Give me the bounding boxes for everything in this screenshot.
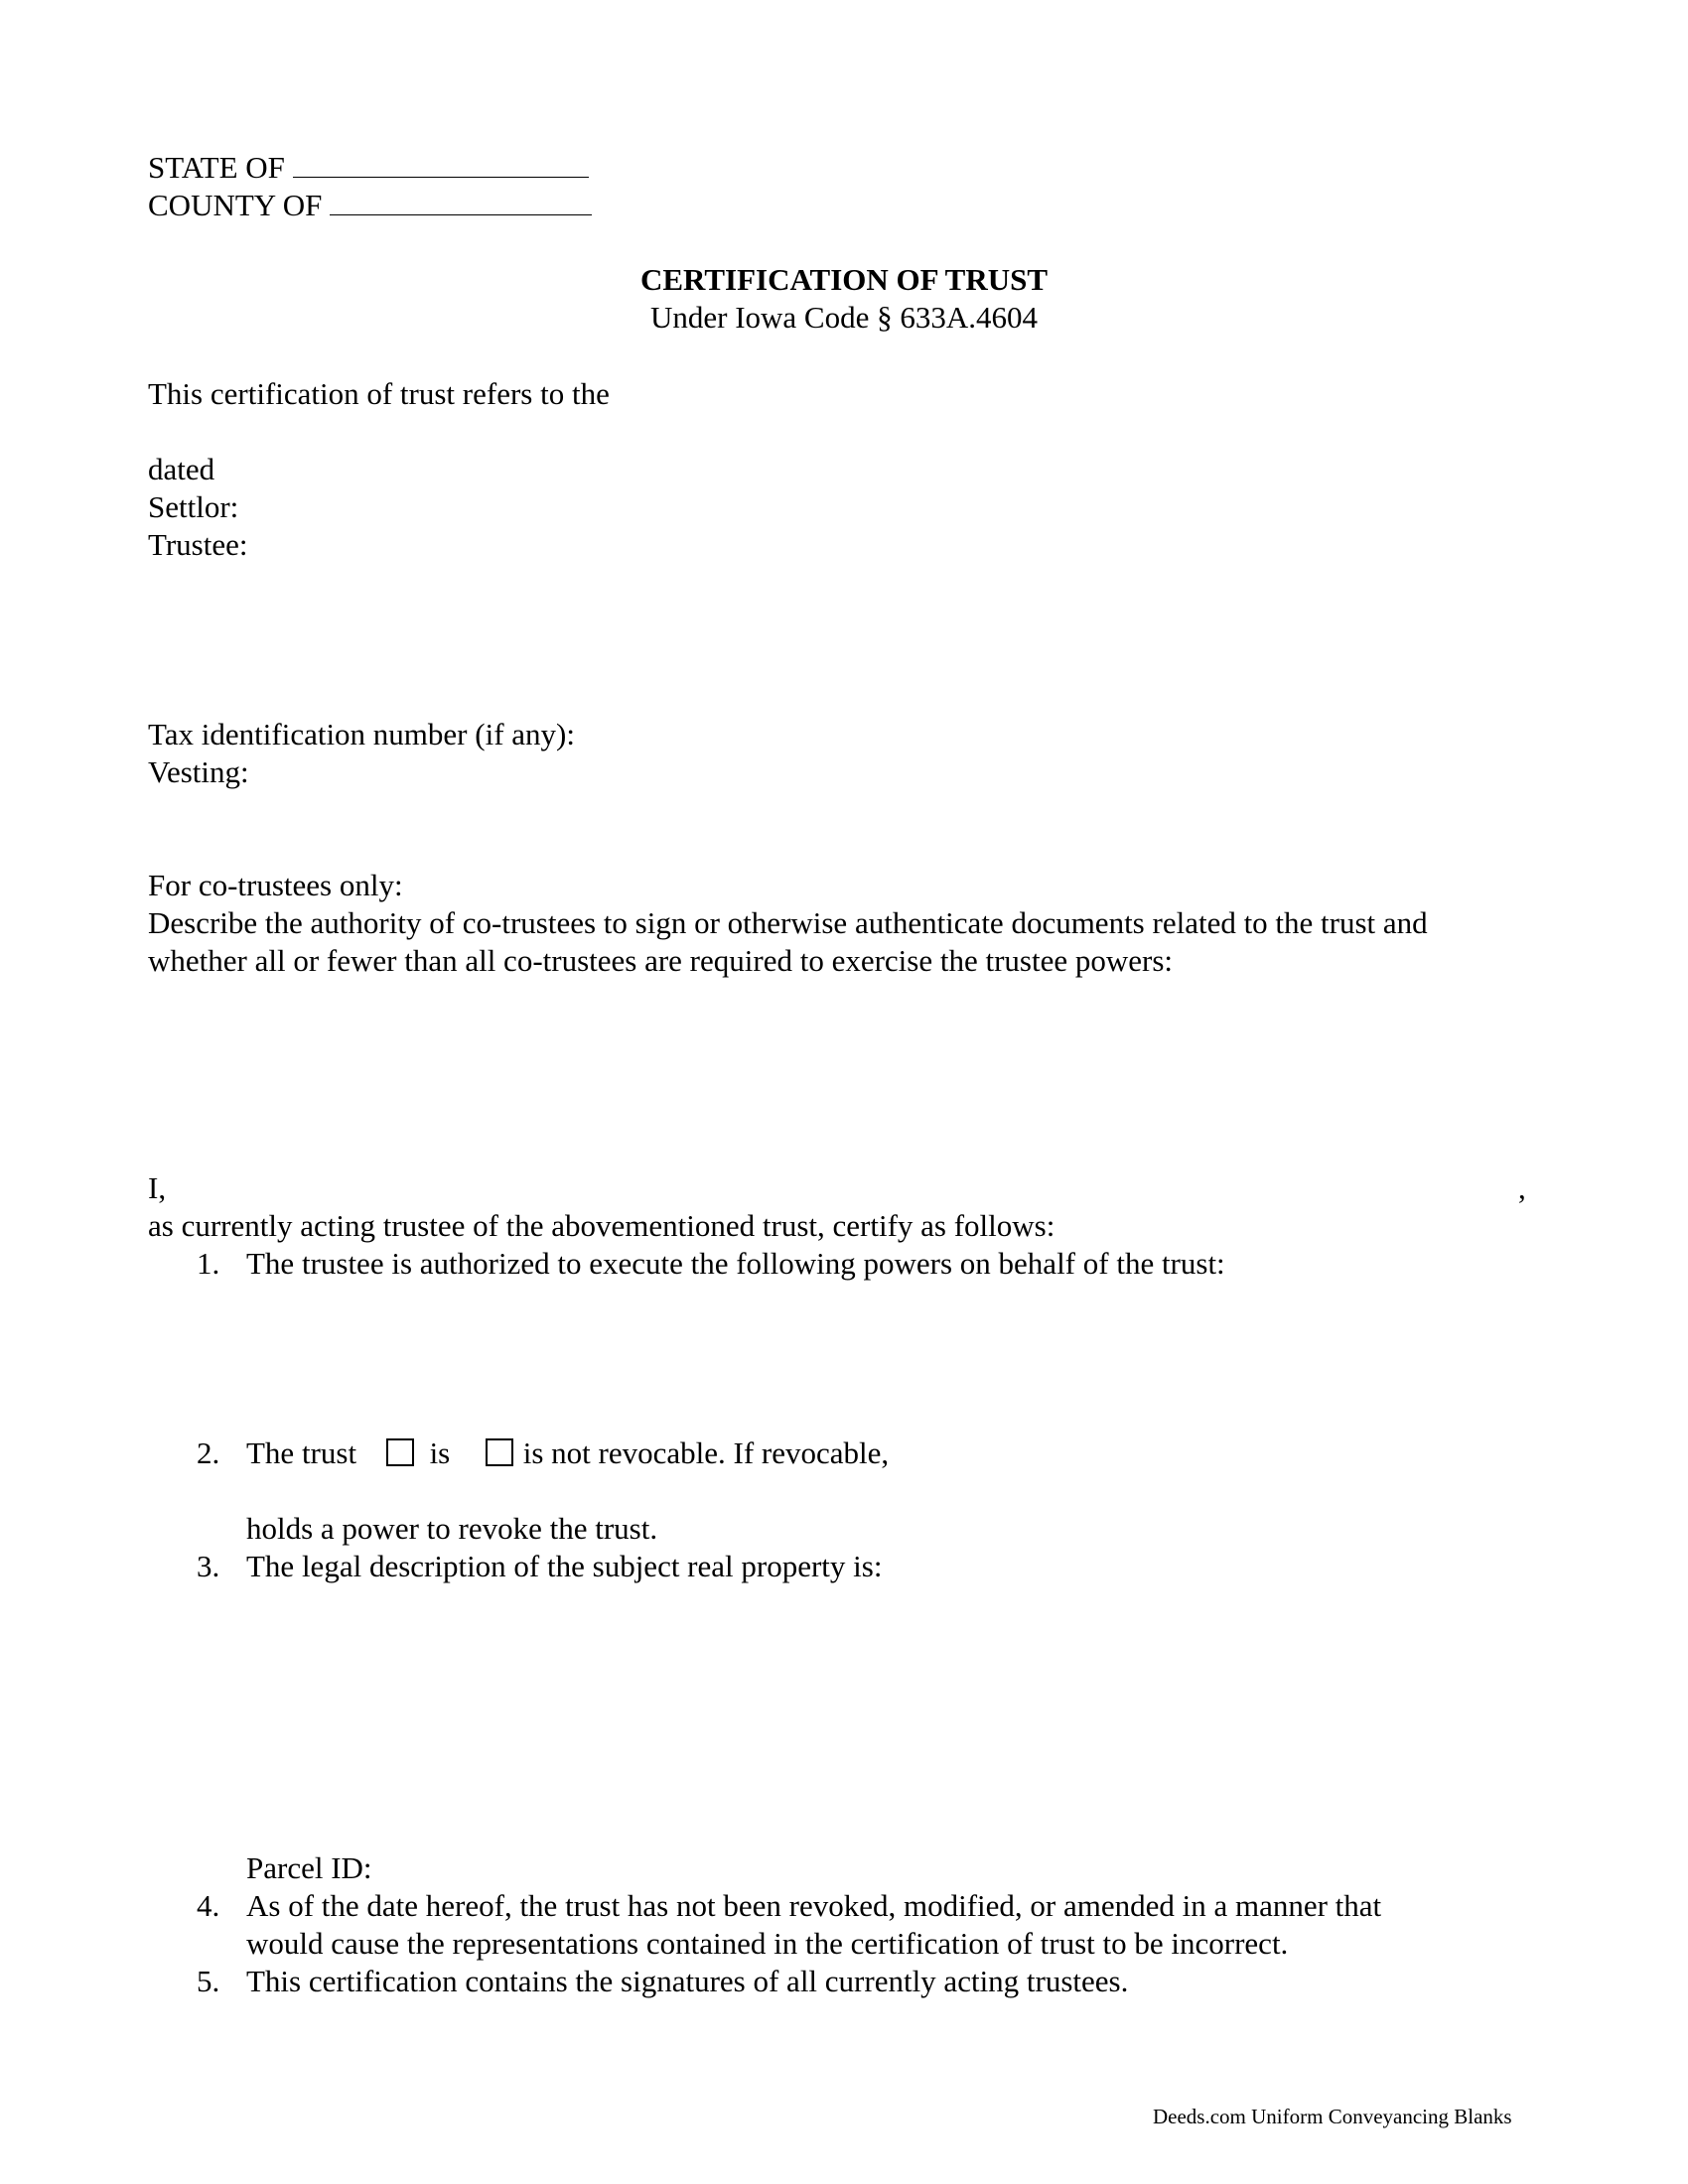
vesting-label: Vesting:: [148, 754, 249, 789]
item-2-number: 2.: [197, 1435, 220, 1470]
cotrustees-line-2: whether all or fewer than all co-trustees are required to exercise the trustee powers:: [148, 943, 1174, 978]
i-label: I,: [148, 1170, 167, 1205]
item-4-line-2: would cause the representations contained in the certification of trust to be incorrect.: [246, 1926, 1289, 1961]
item-5-number: 5.: [197, 1964, 220, 1998]
county-line: [148, 187, 592, 224]
name-comma: ,: [1518, 1170, 1526, 1205]
tax-id-label: Tax identification number (if any):: [148, 717, 575, 751]
trustee-label: Trustee:: [148, 527, 248, 562]
state-blank[interactable]: [293, 149, 589, 178]
item-2-the-trust: The trust: [246, 1435, 357, 1470]
is-not-label: is not revocable. If revocable,: [522, 1435, 890, 1470]
footer-text: Deeds.com Uniform Conveyancing Blanks: [1153, 2105, 1512, 2128]
document-title: CERTIFICATION OF TRUST: [639, 262, 1049, 297]
item-2-text: [246, 1434, 889, 1472]
county-blank[interactable]: [330, 187, 592, 215]
item-2-revoke-text: holds a power to revoke the trust.: [246, 1511, 658, 1546]
refers-to-text: This certification of trust refers to the: [148, 376, 610, 411]
document-subtitle: Under Iowa Code § 633A.4604: [649, 300, 1038, 335]
revocable-checkbox[interactable]: [386, 1438, 414, 1466]
state-line: [148, 149, 589, 187]
item-3-number: 3.: [197, 1549, 220, 1583]
state-label: STATE OF: [148, 150, 285, 185]
not-revocable-checkbox[interactable]: [486, 1438, 513, 1466]
parcel-id-label: Parcel ID:: [246, 1850, 372, 1885]
item-5-text: This certification contains the signatures of all currently acting trustees.: [246, 1964, 1129, 1998]
cotrustees-heading: For co-trustees only:: [148, 868, 403, 902]
county-label: COUNTY OF: [148, 188, 323, 222]
item-1-number: 1.: [197, 1246, 220, 1281]
dated-label: dated: [148, 452, 215, 486]
item-1-text: The trustee is authorized to execute the following powers on behalf of the trust:: [246, 1246, 1225, 1281]
is-label: is: [429, 1435, 451, 1470]
item-3-text: The legal description of the subject real property is:: [246, 1549, 883, 1583]
item-4-number: 4.: [197, 1888, 220, 1923]
settlor-label: Settlor:: [148, 489, 239, 524]
certify-statement: as currently acting trustee of the abovementioned trust, certify as follows:: [148, 1208, 1055, 1243]
cotrustees-line-1: Describe the authority of co-trustees to sign or otherwise authenticate documents related to the trust and: [148, 905, 1428, 940]
item-4-line-1: As of the date hereof, the trust has not been revoked, modified, or amended in a manner that: [246, 1888, 1382, 1923]
